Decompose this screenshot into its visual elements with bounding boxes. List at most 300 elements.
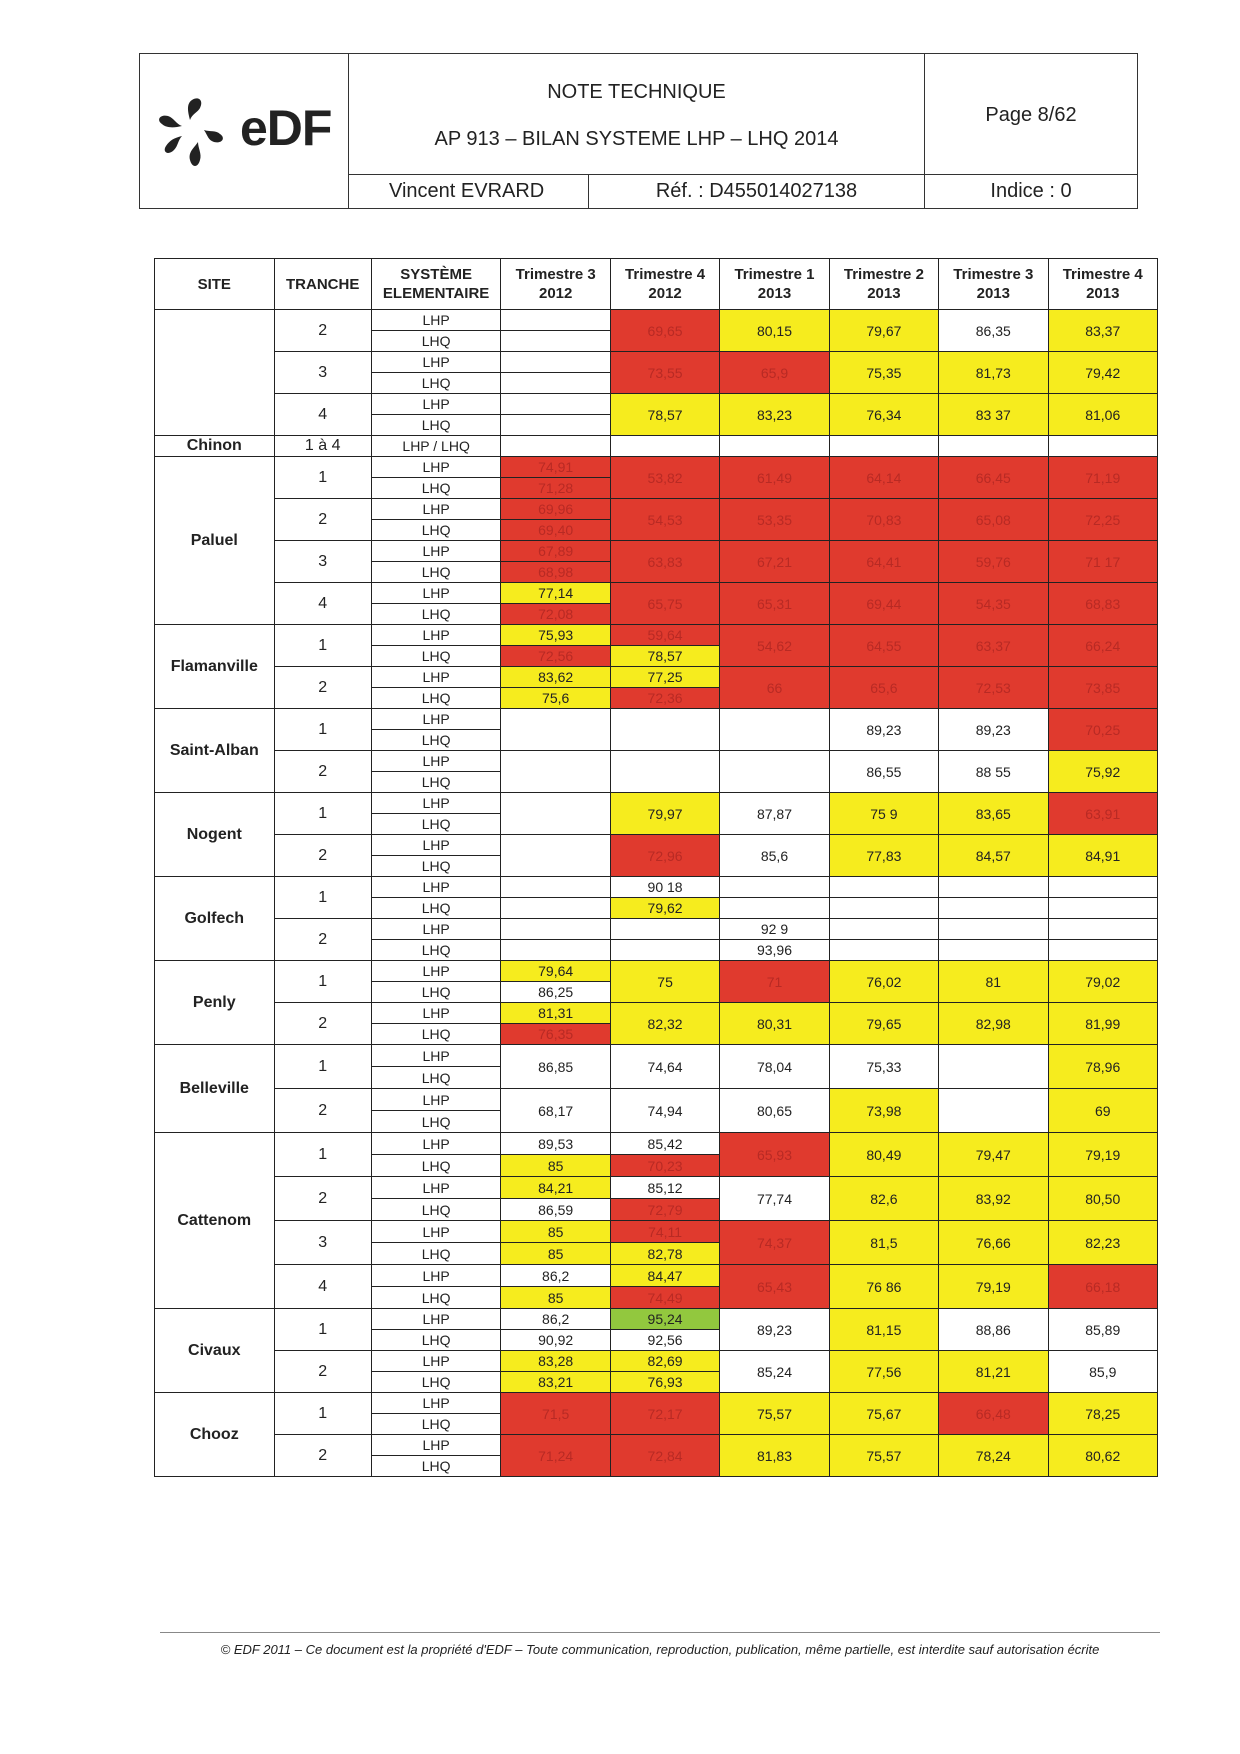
system-cell: LHQ [371, 940, 501, 961]
system-cell: LHP [371, 919, 501, 940]
value-cell: 79,97 [610, 793, 719, 835]
author-name: Vincent EVRARD [389, 180, 545, 202]
value-cell: 79,62 [610, 898, 719, 919]
table-row [155, 1435, 1158, 1456]
table-row [155, 1003, 1158, 1024]
value-cell: 79,64 [501, 961, 610, 982]
value-cell: 72,36 [610, 688, 719, 709]
value-cell: 81,99 [1048, 1003, 1158, 1045]
value-cell: 77,56 [829, 1351, 938, 1393]
value-cell [501, 415, 610, 436]
system-cell: LHP [371, 835, 501, 856]
value-cell [720, 898, 829, 919]
document-index: Indice : 0 [990, 180, 1072, 202]
site-cell: Nogent [155, 793, 275, 877]
value-cell [501, 310, 610, 331]
copyright-footer: © EDF 2011 – Ce document est la propriété d'EDF – Toute communication, reproduction, publication, même partielle, est interdite sauf autorisation écrite [220, 1642, 1100, 1657]
value-cell: 84,47 [610, 1265, 719, 1287]
value-cell: 73,55 [610, 352, 719, 394]
value-cell: 67,89 [501, 541, 610, 562]
edf-swirl-icon [152, 94, 238, 174]
document-title: AP 913 – BILAN SYSTEME LHP – LHQ 2014 [434, 128, 839, 150]
system-cell: LHP [371, 457, 501, 478]
value-cell: 82,32 [610, 1003, 719, 1045]
system-cell: LHP [371, 961, 501, 982]
value-cell: 67,21 [720, 541, 829, 583]
value-cell: 80,62 [1048, 1435, 1158, 1477]
value-cell: 79,65 [829, 1003, 938, 1045]
value-cell [829, 898, 938, 919]
value-cell [501, 898, 610, 919]
reference-cell [589, 175, 925, 208]
system-cell: LHQ [371, 562, 501, 583]
value-cell: 85 [501, 1155, 610, 1177]
reference: Réf. : D455014027138 [655, 180, 858, 202]
value-cell: 80,15 [720, 310, 829, 352]
site-cell: Paluel [155, 457, 275, 625]
value-cell [939, 1089, 1048, 1133]
value-cell: 71,19 [1048, 457, 1158, 499]
value-cell: 64,55 [829, 625, 938, 667]
value-cell [1048, 436, 1158, 457]
system-cell: LHQ [371, 331, 501, 352]
tranche-cell: 2 [274, 751, 371, 793]
value-cell: 75 9 [829, 793, 938, 835]
tranche-cell: 1 [274, 1309, 371, 1351]
value-cell: 65,93 [720, 1133, 829, 1177]
value-cell: 72,53 [939, 667, 1048, 709]
value-cell: 85,24 [720, 1351, 829, 1393]
system-cell: LHQ [371, 478, 501, 499]
value-cell: 54,53 [610, 499, 719, 541]
value-cell: 77,14 [501, 583, 610, 604]
value-cell: 88,86 [939, 1309, 1048, 1351]
value-cell: 75,35 [829, 352, 938, 394]
site-cell: Civaux [155, 1309, 275, 1393]
value-cell: 82,98 [939, 1003, 1048, 1045]
value-cell: 80,49 [829, 1133, 938, 1177]
value-cell: 89,23 [939, 709, 1048, 751]
value-cell: 66,18 [1048, 1265, 1158, 1309]
value-cell: 83,37 [1048, 310, 1158, 352]
system-cell: LHQ [371, 772, 501, 793]
tranche-cell: 1 [274, 793, 371, 835]
system-cell: LHQ [371, 1372, 501, 1393]
value-cell [501, 352, 610, 373]
value-cell: 83,62 [501, 667, 610, 688]
edf-logo [152, 94, 342, 174]
value-cell: 86,2 [501, 1309, 610, 1330]
system-cell: LHP [371, 394, 501, 415]
system-cell: LHP [371, 541, 501, 562]
lhp-lhq-table [154, 258, 1158, 1477]
value-cell: 78,57 [610, 394, 719, 436]
system-cell: LHP [371, 751, 501, 772]
value-cell: 65,6 [829, 667, 938, 709]
tranche-cell: 1 [274, 961, 371, 1003]
tranche-cell: 2 [274, 1351, 371, 1393]
tranche-cell: 3 [274, 541, 371, 583]
value-cell [501, 436, 610, 457]
value-cell: 82,23 [1048, 1221, 1158, 1265]
table-row [155, 961, 1158, 982]
value-cell [829, 436, 938, 457]
value-cell [610, 751, 719, 793]
value-cell [829, 940, 938, 961]
value-cell: 72,84 [610, 1435, 719, 1477]
system-cell: LHP [371, 877, 501, 898]
value-cell: 74,37 [720, 1221, 829, 1265]
system-cell: LHP [371, 1265, 501, 1287]
title-cell [349, 54, 925, 175]
tranche-cell: 3 [274, 1221, 371, 1265]
value-cell: 81 [939, 961, 1048, 1003]
table-row [155, 1089, 1158, 1111]
site-cell: Chinon [155, 436, 275, 457]
value-cell: 69,44 [829, 583, 938, 625]
value-cell: 74,91 [501, 457, 610, 478]
value-cell: 71,5 [501, 1393, 610, 1435]
column-header: Trimestre 3 2013 [939, 259, 1048, 310]
column-header: SITE [155, 259, 275, 310]
table-row [155, 457, 1158, 478]
value-cell: 79,47 [939, 1133, 1048, 1177]
value-cell: 61,49 [720, 457, 829, 499]
value-cell: 70,83 [829, 499, 938, 541]
system-cell: LHP [371, 499, 501, 520]
tranche-cell: 2 [274, 919, 371, 961]
value-cell: 88 55 [939, 751, 1048, 793]
value-cell: 83,65 [939, 793, 1048, 835]
value-cell: 79,19 [939, 1265, 1048, 1309]
value-cell: 82,69 [610, 1351, 719, 1372]
value-cell: 76,66 [939, 1221, 1048, 1265]
value-cell: 78,24 [939, 1435, 1048, 1477]
value-cell [720, 436, 829, 457]
system-cell: LHQ [371, 730, 501, 751]
value-cell: 81,83 [720, 1435, 829, 1477]
value-cell: 78,25 [1048, 1393, 1158, 1435]
system-cell: LHQ [371, 1414, 501, 1435]
value-cell [1048, 898, 1158, 919]
system-cell: LHQ [371, 1287, 501, 1309]
value-cell: 77,25 [610, 667, 719, 688]
tranche-cell: 1 [274, 877, 371, 919]
value-cell: 81,21 [939, 1351, 1048, 1393]
value-cell [939, 1045, 1048, 1089]
value-cell: 92,56 [610, 1330, 719, 1351]
table-row [155, 499, 1158, 520]
value-cell: 70,23 [610, 1155, 719, 1177]
value-cell: 65,43 [720, 1265, 829, 1309]
value-cell: 76,35 [501, 1024, 610, 1045]
tranche-cell: 2 [274, 1435, 371, 1477]
value-cell: 80,50 [1048, 1177, 1158, 1221]
value-cell [1048, 877, 1158, 898]
system-cell: LHP [371, 625, 501, 646]
value-cell: 69,96 [501, 499, 610, 520]
table-row [155, 1351, 1158, 1372]
value-cell [939, 940, 1048, 961]
tranche-cell: 1 [274, 625, 371, 667]
table-row [155, 310, 1158, 331]
system-cell: LHP [371, 1309, 501, 1330]
tranche-cell: 1 [274, 457, 371, 499]
value-cell: 75,93 [501, 625, 610, 646]
value-cell [501, 940, 610, 961]
value-cell: 87,87 [720, 793, 829, 835]
value-cell: 59,64 [610, 625, 719, 646]
system-cell: LHQ [371, 1330, 501, 1351]
value-cell: 54,62 [720, 625, 829, 667]
value-cell: 93,96 [720, 940, 829, 961]
system-cell: LHP [371, 352, 501, 373]
document-type: NOTE TECHNIQUE [547, 81, 726, 103]
site-cell: Golfech [155, 877, 275, 961]
value-cell: 82,6 [829, 1177, 938, 1221]
value-cell: 75,57 [720, 1393, 829, 1435]
value-cell: 74,94 [610, 1089, 719, 1133]
system-cell: LHQ [371, 373, 501, 394]
value-cell [501, 919, 610, 940]
site-cell: Saint-Alban [155, 709, 275, 793]
tranche-cell: 4 [274, 394, 371, 436]
value-cell: 83,92 [939, 1177, 1048, 1221]
system-cell: LHQ [371, 1024, 501, 1045]
system-cell: LHP [371, 310, 501, 331]
value-cell: 66,45 [939, 457, 1048, 499]
value-cell [939, 898, 1048, 919]
value-cell: 90 18 [610, 877, 719, 898]
value-cell: 80,31 [720, 1003, 829, 1045]
value-cell [501, 793, 610, 835]
value-cell: 86,25 [501, 982, 610, 1003]
page-cell [925, 54, 1137, 175]
value-cell: 83,23 [720, 394, 829, 436]
value-cell: 89,53 [501, 1133, 610, 1155]
value-cell: 73,98 [829, 1089, 938, 1133]
system-cell: LHP [371, 1045, 501, 1067]
site-cell: Cattenom [155, 1133, 275, 1309]
value-cell: 81,31 [501, 1003, 610, 1024]
value-cell [501, 394, 610, 415]
value-cell: 83 37 [939, 394, 1048, 436]
value-cell: 64,41 [829, 541, 938, 583]
value-cell [1048, 919, 1158, 940]
value-cell: 85,42 [610, 1133, 719, 1155]
value-cell: 76,02 [829, 961, 938, 1003]
site-cell: Penly [155, 961, 275, 1045]
value-cell: 95,24 [610, 1309, 719, 1330]
value-cell: 78,04 [720, 1045, 829, 1089]
footer-divider [160, 1632, 1160, 1633]
tranche-cell: 4 [274, 583, 371, 625]
tranche-cell: 1 [274, 709, 371, 751]
value-cell [939, 436, 1048, 457]
system-cell: LHQ [371, 1155, 501, 1177]
value-cell [501, 877, 610, 898]
value-cell [501, 709, 610, 751]
index-cell [925, 175, 1137, 208]
author-cell [349, 175, 589, 208]
table-row [155, 835, 1158, 856]
tranche-cell: 1 [274, 1133, 371, 1177]
value-cell [720, 709, 829, 751]
column-header: Trimestre 4 2012 [610, 259, 719, 310]
value-cell: 86,35 [939, 310, 1048, 352]
system-cell: LHP [371, 1351, 501, 1372]
value-cell: 68,17 [501, 1089, 610, 1133]
site-cell [155, 310, 275, 436]
table-header-row [155, 259, 1158, 310]
table-row [155, 751, 1158, 772]
value-cell: 79,02 [1048, 961, 1158, 1003]
system-cell: LHP [371, 1221, 501, 1243]
table-row [155, 1309, 1158, 1330]
value-cell: 53,82 [610, 457, 719, 499]
value-cell: 65,31 [720, 583, 829, 625]
value-cell: 72,96 [610, 835, 719, 877]
system-cell: LHQ [371, 1067, 501, 1089]
tranche-cell: 4 [274, 1265, 371, 1309]
value-cell: 69,65 [610, 310, 719, 352]
system-cell: LHQ [371, 1199, 501, 1221]
value-cell: 75,92 [1048, 751, 1158, 793]
value-cell: 68,83 [1048, 583, 1158, 625]
value-cell: 63,91 [1048, 793, 1158, 835]
value-cell: 81,06 [1048, 394, 1158, 436]
value-cell: 84,91 [1048, 835, 1158, 877]
value-cell [610, 709, 719, 751]
value-cell: 70,25 [1048, 709, 1158, 751]
value-cell: 75,67 [829, 1393, 938, 1435]
value-cell [610, 919, 719, 940]
value-cell: 69 [1048, 1089, 1158, 1133]
value-cell: 76 86 [829, 1265, 938, 1309]
value-cell: 71,28 [501, 478, 610, 499]
value-cell [1048, 940, 1158, 961]
value-cell: 80,65 [720, 1089, 829, 1133]
table-row [155, 583, 1158, 604]
value-cell: 79,19 [1048, 1133, 1158, 1177]
value-cell: 65,75 [610, 583, 719, 625]
value-cell [829, 877, 938, 898]
tranche-cell: 2 [274, 499, 371, 541]
table-row [155, 1265, 1158, 1287]
value-cell: 72,17 [610, 1393, 719, 1435]
logo-cell [140, 54, 349, 208]
edf-logo-text: eDF [240, 100, 332, 156]
site-cell: Chooz [155, 1393, 275, 1477]
table-row [155, 541, 1158, 562]
system-cell: LHP [371, 1003, 501, 1024]
value-cell: 72,25 [1048, 499, 1158, 541]
value-cell: 71 17 [1048, 541, 1158, 583]
tranche-cell: 1 [274, 1393, 371, 1435]
value-cell: 79,42 [1048, 352, 1158, 394]
value-cell: 85,12 [610, 1177, 719, 1199]
system-cell: LHP [371, 1177, 501, 1199]
table-row [155, 1133, 1158, 1155]
value-cell: 85,9 [1048, 1351, 1158, 1393]
value-cell: 89,23 [720, 1309, 829, 1351]
value-cell: 77,83 [829, 835, 938, 877]
value-cell: 78,57 [610, 646, 719, 667]
value-cell: 66,48 [939, 1393, 1048, 1435]
value-cell: 69,40 [501, 520, 610, 541]
system-cell: LHQ [371, 604, 501, 625]
value-cell: 81,15 [829, 1309, 938, 1351]
value-cell [610, 436, 719, 457]
value-cell: 63,83 [610, 541, 719, 583]
column-header: Trimestre 4 2013 [1048, 259, 1158, 310]
tranche-cell: 3 [274, 352, 371, 394]
system-cell: LHQ [371, 856, 501, 877]
value-cell: 75,57 [829, 1435, 938, 1477]
value-cell: 63,37 [939, 625, 1048, 667]
value-cell: 71 [720, 961, 829, 1003]
system-cell: LHQ [371, 982, 501, 1003]
value-cell: 79,67 [829, 310, 938, 352]
system-cell: LHQ [371, 646, 501, 667]
document-header [139, 53, 1138, 209]
value-cell: 81,73 [939, 352, 1048, 394]
tranche-cell: 2 [274, 1177, 371, 1221]
value-cell: 78,96 [1048, 1045, 1158, 1089]
system-cell: LHQ [371, 1456, 501, 1477]
value-cell: 66,24 [1048, 625, 1158, 667]
value-cell: 75,33 [829, 1045, 938, 1089]
value-cell: 68,98 [501, 562, 610, 583]
value-cell: 85 [501, 1287, 610, 1309]
tranche-cell: 2 [274, 1089, 371, 1133]
value-cell: 75,6 [501, 688, 610, 709]
system-cell: LHP [371, 709, 501, 730]
value-cell: 86,85 [501, 1045, 610, 1089]
column-header: Trimestre 2 2013 [829, 259, 938, 310]
system-cell: LHQ [371, 520, 501, 541]
value-cell: 72,79 [610, 1199, 719, 1221]
value-cell: 92 9 [720, 919, 829, 940]
value-cell: 85 [501, 1243, 610, 1265]
value-cell: 59,76 [939, 541, 1048, 583]
system-cell: LHP [371, 793, 501, 814]
tranche-cell: 2 [274, 1003, 371, 1045]
tranche-cell: 2 [274, 835, 371, 877]
system-cell: LHQ [371, 688, 501, 709]
table-row [155, 436, 1158, 457]
value-cell: 85 [501, 1221, 610, 1243]
table-row [155, 625, 1158, 646]
value-cell: 74,49 [610, 1287, 719, 1309]
table-row [155, 394, 1158, 415]
column-header: TRANCHE [274, 259, 371, 310]
system-cell: LHP [371, 667, 501, 688]
tranche-cell: 1 [274, 1045, 371, 1089]
table-row [155, 877, 1158, 898]
table-row [155, 352, 1158, 373]
value-cell: 66 [720, 667, 829, 709]
value-cell [829, 919, 938, 940]
system-cell: LHP [371, 1133, 501, 1155]
table-row [155, 667, 1158, 688]
value-cell [610, 940, 719, 961]
value-cell: 74,64 [610, 1045, 719, 1089]
value-cell [501, 331, 610, 352]
value-cell [939, 877, 1048, 898]
table-row [155, 1393, 1158, 1414]
system-cell: LHP / LHQ [371, 436, 501, 457]
